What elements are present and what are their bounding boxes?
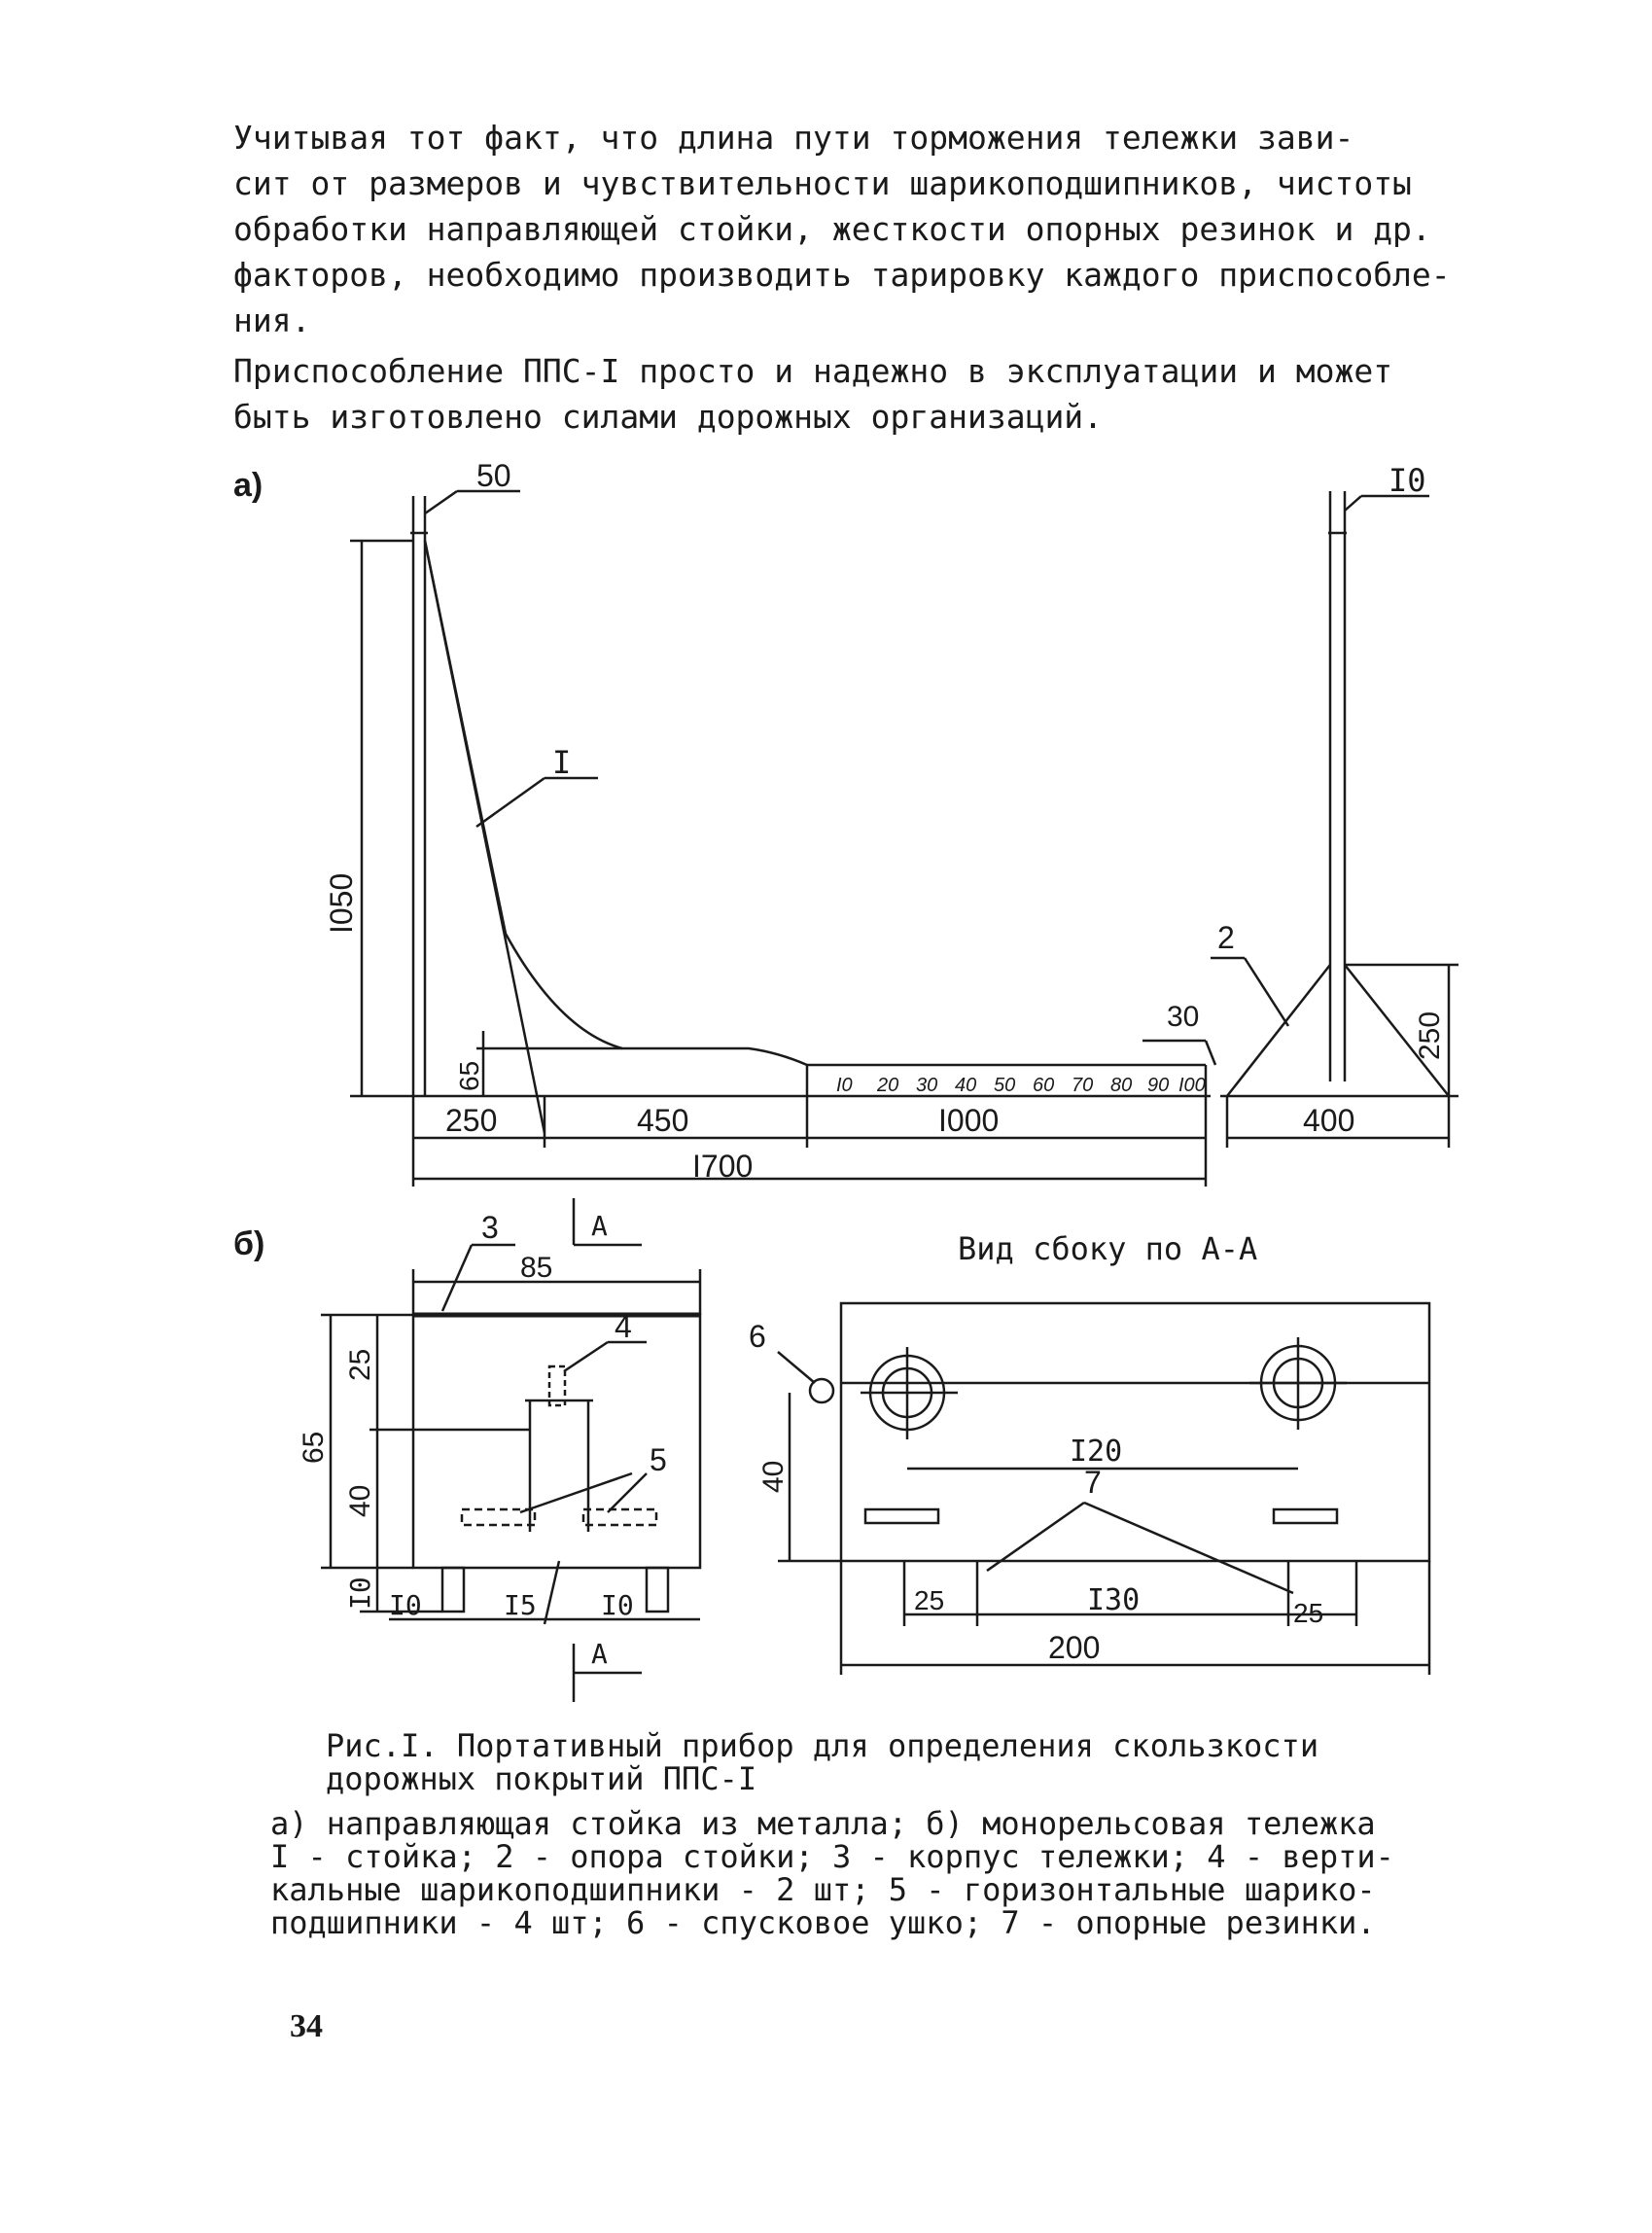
dim-40-front: 40 bbox=[344, 1484, 376, 1517]
dim-40-side: 40 bbox=[757, 1460, 790, 1493]
dim-10-bottom-right: I0 bbox=[601, 1589, 634, 1621]
leader-part-3 bbox=[442, 1245, 472, 1311]
dim-1050: I050 bbox=[324, 872, 359, 934]
ramp-curve bbox=[425, 541, 807, 1065]
dim-250-right: 250 bbox=[1414, 1010, 1446, 1060]
dim-200: 200 bbox=[1048, 1630, 1101, 1665]
dim-120: I20 bbox=[1070, 1435, 1123, 1469]
leader-10 bbox=[1345, 496, 1361, 511]
side-view-title: Вид сбоку по А-А bbox=[958, 1230, 1258, 1267]
part-7-label: 7 bbox=[1084, 1465, 1102, 1500]
section-a-bottom: А bbox=[591, 1638, 608, 1670]
dim-10-bottom-left: I0 bbox=[389, 1589, 422, 1621]
rubber-pad-left bbox=[865, 1509, 938, 1523]
support-leg-left bbox=[1227, 965, 1330, 1096]
side-bearing-right bbox=[1249, 1337, 1347, 1430]
figure-caption-legend: а) направляющая стойка из металла; б) монорельсовая тележка I - стойка; 2 - опора стойки; 3 - корпус тележки; 4 - верти- кальные шарикоподшипники - 2 шт; 5 - горизонтальные шарико- подшипники - 4 шт; 6 - спусковое ушко; 7 - опорные резинки. bbox=[270, 1805, 1394, 1941]
panel-a-label: а) bbox=[233, 467, 264, 504]
dim-25-side-left: 25 bbox=[914, 1585, 945, 1615]
dim-10-front: I0 bbox=[344, 1577, 376, 1610]
dim-250-left: 250 bbox=[445, 1103, 498, 1138]
dim-400: 400 bbox=[1303, 1103, 1355, 1138]
dim-130-side: I30 bbox=[1087, 1583, 1141, 1617]
leader-part-2 bbox=[1245, 958, 1288, 1026]
dim-65: 65 bbox=[454, 1060, 484, 1091]
scale-tick-20: 20 bbox=[877, 1075, 899, 1096]
scale-tick-30: 30 bbox=[916, 1075, 938, 1096]
dim-50: 50 bbox=[476, 458, 511, 493]
page-number: 34 bbox=[290, 2008, 323, 2044]
part-1-label: I bbox=[552, 744, 572, 781]
leader-part-6 bbox=[778, 1352, 815, 1383]
bottom-leg-right bbox=[647, 1568, 668, 1612]
part-2-label: 2 bbox=[1217, 920, 1235, 955]
scale-ticks bbox=[836, 1075, 1206, 1096]
horizontal-bearing-right bbox=[583, 1509, 656, 1525]
part-5-label: 5 bbox=[650, 1442, 667, 1477]
dim-1000: I000 bbox=[938, 1103, 1000, 1138]
paragraph-1: Учитывая тот факт, что длина пути торможения тележки зави- сит от размеров и чувствительности шарикоподшипников, чистоты обработки направляющей стойки, жесткости опорных резинок и др. факторов, необходимо производить тарировку каждого приспособле- ния. bbox=[233, 119, 1451, 339]
leader-part-7b bbox=[1084, 1503, 1293, 1593]
dim-25-front: 25 bbox=[344, 1348, 376, 1381]
dim-65-front: 65 bbox=[298, 1431, 330, 1464]
leader-part-1 bbox=[476, 778, 545, 827]
scale-tick-90: 90 bbox=[1147, 1075, 1170, 1096]
leader-part-4 bbox=[564, 1342, 608, 1371]
leader-50 bbox=[425, 491, 457, 514]
part-4-label: 4 bbox=[615, 1309, 632, 1344]
side-bearing-left bbox=[861, 1347, 958, 1439]
bottom-leg-left bbox=[442, 1568, 464, 1612]
scale-tick-80: 80 bbox=[1110, 1075, 1133, 1096]
dim-15-diag bbox=[545, 1561, 559, 1624]
scale-tick-70: 70 bbox=[1072, 1075, 1094, 1096]
leader-30-diag bbox=[1206, 1041, 1215, 1065]
dim-10-top: I0 bbox=[1388, 462, 1426, 499]
scale-tick-40: 40 bbox=[955, 1075, 977, 1096]
cart-body-front bbox=[413, 1315, 700, 1568]
dim-1700: I700 bbox=[692, 1149, 754, 1184]
scale-tick-50: 50 bbox=[994, 1075, 1016, 1096]
dim-30: 30 bbox=[1167, 1001, 1200, 1033]
section-a-top: А bbox=[591, 1210, 608, 1242]
dim-25-side-right: 25 bbox=[1293, 1598, 1324, 1628]
scale-tick-100: I00 bbox=[1178, 1075, 1206, 1096]
dim-15-bottom: I5 bbox=[504, 1589, 537, 1621]
scale-tick-60: 60 bbox=[1033, 1075, 1055, 1096]
rubber-pad-right bbox=[1274, 1509, 1337, 1523]
part-6-label: 6 bbox=[749, 1319, 766, 1354]
scale-tick-10: I0 bbox=[836, 1075, 853, 1096]
part-3-label: 3 bbox=[481, 1210, 499, 1245]
dim-450: 450 bbox=[637, 1103, 689, 1138]
panel-b-label: б) bbox=[233, 1225, 265, 1262]
dim-85: 85 bbox=[520, 1252, 553, 1284]
paragraph-2: Приспособление ППС-I просто и надежно в эксплуатации и может быть изготовлено силами дорожных организаций. bbox=[233, 352, 1393, 436]
figure-caption-title: Рис.I. Портативный прибор для определения скользкости дорожных покрытий ППС-I bbox=[326, 1727, 1319, 1797]
